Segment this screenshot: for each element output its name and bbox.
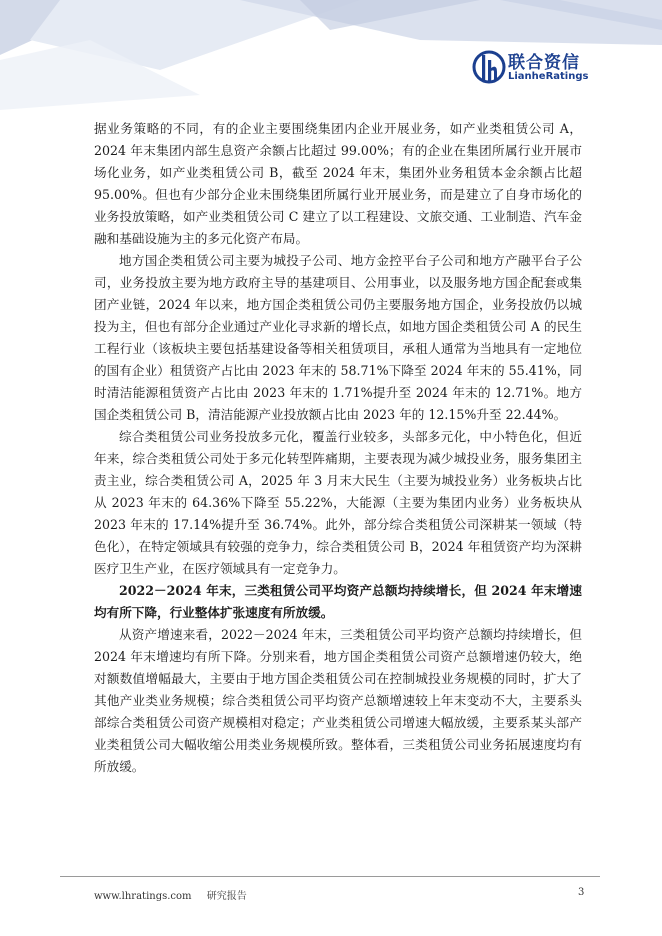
- footer-website-link[interactable]: www.lhratings.com: [94, 891, 192, 902]
- paragraph-industrial-leasing: 据业务策略的不同，有的企业主要围绕集团内企业开展业务，如产业类租赁公司 A，2024 年末集团内部生息资产余额占比超过 99.00%；有的企业在集团所属行业开展市场化业务，如产业类租赁公司 B，截至 2024 年末，集团外业务租赁本金余额占比超 95.00%。但也有少部分企业未围绕集团所属行业开展业务，而是建立了自身市场化的业务投放策略，如产业类租赁公司 C 建立了以工程建设、文旅交通、工业制造、汽车金融和基础设施为主的多元化资产布局。: [94, 121, 582, 246]
- company-logo: [472, 48, 602, 88]
- section-heading-asset-growth: 2022－2024 年末，三类租赁公司平均资产总额均持续增长，但 2024 年末增速均有所下降，行业整体扩张速度有所放缓。: [94, 583, 582, 620]
- logo-text-chinese: 联合资信: [508, 53, 580, 73]
- paragraph-asset-growth: 从资产增速来看，2022－2024 年末，三类租赁公司平均资产总额均持续增长，但 2024 年末增速均有所下降。分别来看，地方国企类租赁公司资产总额增速仍较大，绝对额数值增幅最大，主要由于地方国企类租赁公司在控制城投业务规模的同时，扩大了其他产业类业务规模；综合类租赁公司平均资产总额增速较上年末变动不大，主要系头部综合类租赁公司资产规模相对稳定；产业类租赁公司增速大幅放缓，主要系某头部产业类租赁公司大幅收缩公用类业务规模所致。整体看，三类租赁公司业务拓展速度均有所放缓。: [94, 627, 582, 774]
- footer-info: [94, 887, 259, 902]
- paragraph-comprehensive-leasing: 综合类租赁公司业务投放多元化，覆盖行业较多，头部多元化，中小特色化，但近年来，综合类租赁公司处于多元化转型阵痛期，主要表现为减少城投业务，服务集团主责主业，综合类租赁公司 A，2025 年 3 月末大民生（主要为城投业务）业务板块占比从 2023 年末的 64.36%下降至 55.22%，大能源（主要为集团内业务）业务板块从 2023 年末的 17.14%提升至 36.74%。此外，部分综合类租赁公司深耕某一领域（特色化），在特定领域具有较强的竞争力，综合类租赁公司 B，2024 年租赁资产均为深耕医疗卫生产业，在医疗领域具有一定竞争力。: [94, 429, 582, 576]
- lianhe-logo-icon: [472, 48, 506, 86]
- paragraph-local-soe-leasing: 地方国企类租赁公司主要为城投子公司、地方金控平台子公司和地方产融平台子公司，业务投放主要为地方政府主导的基建项目、公用事业，以及服务地方国企配套或集团产业链，2024 年以来，地方国企类租赁公司仍主要服务地方国企，业务投放仍以城投为主，但也有部分企业通过产业化寻求新的增长点，如地方国企类租赁公司 A 的民生工程行业（该板块主要包括基建设备等相关租赁项目，承租人通常为当地具有一定地位的国有企业）租赁资产占比由 2023 年末的 58.71%下降至 2024 年末的 55.41%，同时清洁能源租赁资产占比由 2023 年末的 1.71%提升至 2024 年末的 12.71%。地方国企类租赁公司 B，清洁能源产业投放额占比由 2023 年的 12.15%升至 22.44%。: [94, 253, 582, 422]
- footer-report-type: 研究报告: [206, 891, 247, 902]
- logo-text-english: LianheRatings: [508, 71, 589, 82]
- document-body: [94, 118, 582, 778]
- page-number: 3: [578, 887, 585, 898]
- footer-divider: [60, 876, 600, 877]
